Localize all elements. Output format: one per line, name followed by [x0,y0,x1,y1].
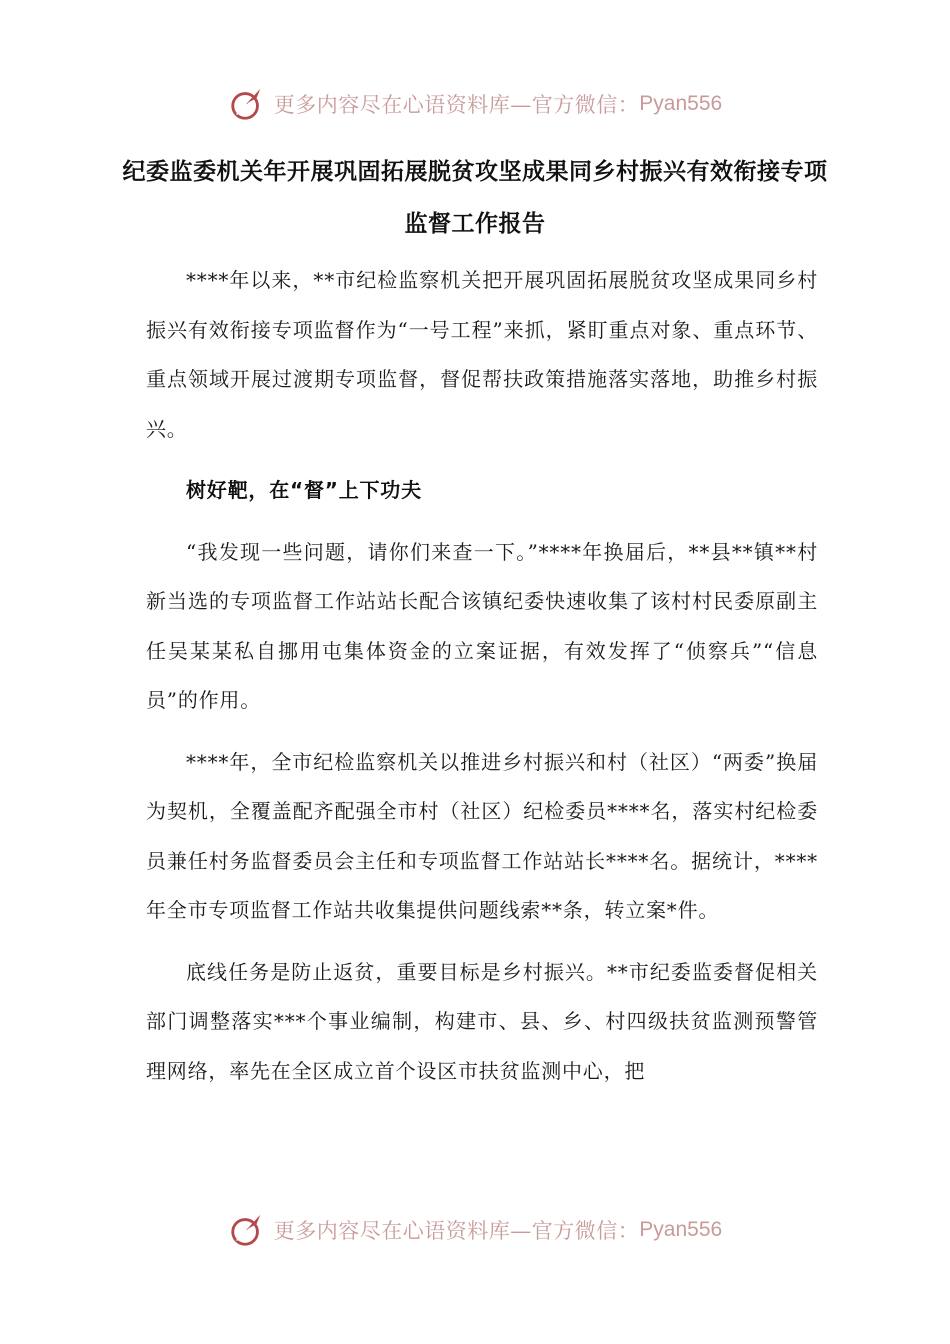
paragraph: “我发现一些问题，请你们来查一下。”****年换届后，**县**镇**村新当选的专项监督工作站站长配合该镇纪委快速收集了该村村民委原副主任吴某某私自挪用屯集体资金的立案证据，有效发挥了“侦察兵”“信息员”的作用。 [146,539,818,712]
quill-logo-icon [228,1211,266,1249]
watermark-wechat-id: Pyan556 [639,92,723,115]
document-body [146,256,818,1108]
paragraph: 底线任务是防止返贫，重要目标是乡村振兴。**市纪委监委督促相关部门调整落实***个事业编制，构建市、县、乡、村四级扶贫监测预警管理网络，率先在全区成立首个设区市扶贫监测中心，把 [146,959,818,1083]
quill-logo-icon [228,85,266,123]
paragraph: ****年以来，**市纪检监察机关把开展巩固拓展脱贫攻坚成果同乡村振兴有效衔接专项监督作为“一号工程”来抓，紧盯重点对象、重点环节、重点领域开展过渡期专项监督，督促帮扶政策措施落实落地，助推乡村振兴。 [146,268,818,441]
watermark-text: 更多内容尽在心语资料库—官方微信： [273,1219,640,1243]
document-title: 纪委监委机关年开展巩固拓展脱贫攻坚成果同乡村振兴有效衔接专项监督工作报告 [122,159,828,237]
watermark-wechat-id: Pyan556 [639,1218,723,1241]
paragraph: ****年，全市纪检监察机关以推进乡村振兴和村（社区）“两委”换届为契机，全覆盖配齐配强全市村（社区）纪检委员****名，落实村纪检委员兼任村务监督委员会主任和专项监督工作站站长****名。据统计，****年全市专项监督工作站共收集提供问题线索**条，转立案*件。 [146,749,818,922]
header-watermark [0,82,950,126]
footer-watermark [0,1208,950,1252]
section-heading: 树好靶，在“督”上下功夫 [186,478,422,502]
watermark-text: 更多内容尽在心语资料库—官方微信： [273,93,640,117]
